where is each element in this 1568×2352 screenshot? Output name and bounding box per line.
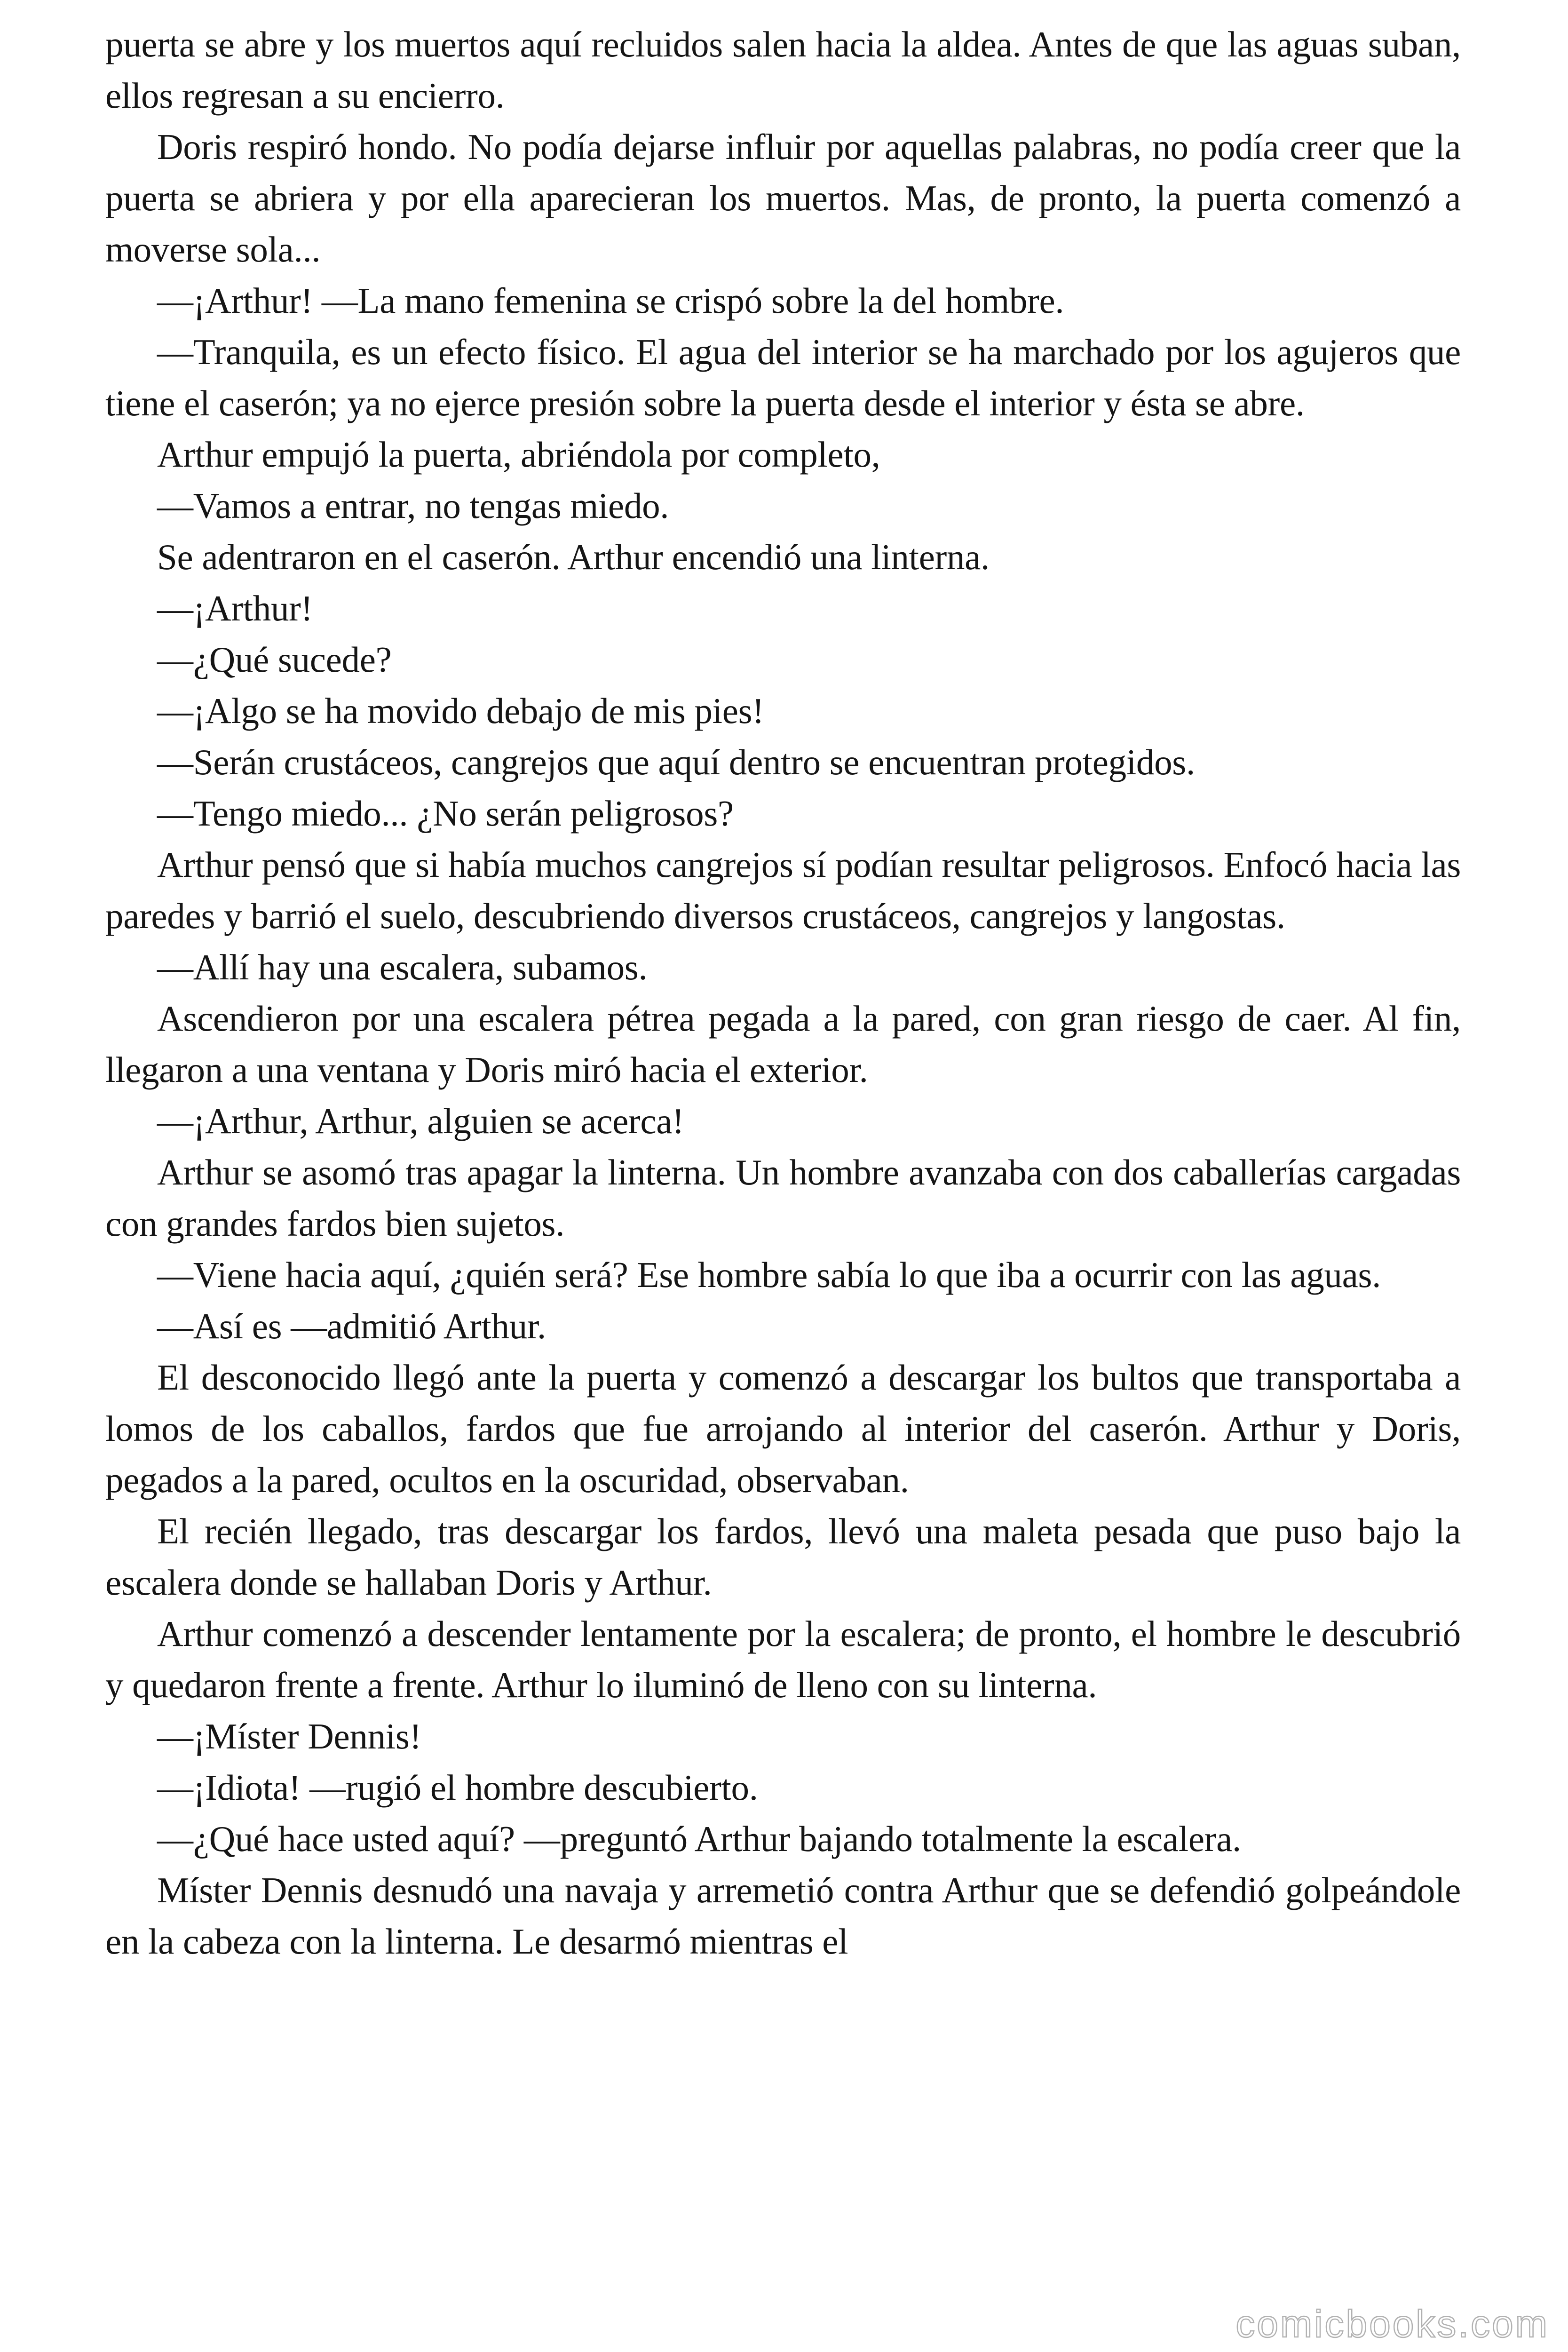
paragraph: —¿Qué sucede? xyxy=(157,639,392,680)
paragraph: —Viene hacia aquí, ¿quién será? Ese hombre sabía lo que iba a ocurrir con las aguas. xyxy=(157,1255,1381,1295)
paragraph: —Vamos a entrar, no tengas miedo. xyxy=(157,485,669,526)
paragraph: —Tengo miedo... ¿No serán peligrosos? xyxy=(157,793,734,834)
paragraph: —¡Idiota! —rugió el hombre descubierto. xyxy=(157,1767,758,1808)
watermark: comicbooks.com xyxy=(1235,2303,1549,2345)
paragraph: —¡Míster Dennis! xyxy=(157,1716,421,1756)
paragraph: —¡Arthur, Arthur, alguien se acerca! xyxy=(157,1101,684,1141)
paragraph: El desconocido llegó ante la puerta y comenzó a descargar los bultos que transportaba a lomos de los caballos, fardos que fue arrojando al interior del caserón. Arthur y Doris, pegados a la pared, ocultos en la oscuridad, observaban. xyxy=(105,1357,1461,1500)
paragraph: Se adentraron en el caserón. Arthur encendió una linterna. xyxy=(157,537,990,577)
paragraph: Ascendieron por una escalera pétrea pegada a la pared, con gran riesgo de caer. Al fin, llegaron a una ventana y Doris miró hacia el exterior. xyxy=(105,998,1461,1090)
paragraph: Doris respiró hondo. No podía dejarse influir por aquellas palabras, no podía creer que la puerta se abriera y por ella aparecieran los muertos. Mas, de pronto, la puerta comenzó a moverse sola... xyxy=(105,127,1461,270)
paragraph: Arthur pensó que si había muchos cangrejos sí podían resultar peligrosos. Enfocó hacia las paredes y barrió el suelo, descubriendo diversos crustáceos, cangrejos y langostas. xyxy=(105,844,1461,936)
paragraph: —Tranquila, es un efecto físico. El agua del interior se ha marchado por los agujeros que tiene el caserón; ya no ejerce presión sobre la puerta desde el interior y ésta se abre. xyxy=(105,332,1461,423)
paragraph: —Así es —admitió Arthur. xyxy=(157,1306,546,1346)
paragraph: Míster Dennis desnudó una navaja y arremetió contra Arthur que se defendió golpeándole en la cabeza con la linterna. Le desarmó mientras el xyxy=(105,1870,1461,1962)
paragraph: —¡Arthur! —La mano femenina se crispó sobre la del hombre. xyxy=(157,280,1064,321)
paragraph: —¡Algo se ha movido debajo de mis pies! xyxy=(157,691,764,731)
paragraph: El recién llegado, tras descargar los fardos, llevó una maleta pesada que puso bajo la escalera donde se hallaban Doris y Arthur. xyxy=(105,1511,1461,1603)
paragraph: Arthur comenzó a descender lentamente por la escalera; de pronto, el hombre le descubrió y quedaron frente a frente. Arthur lo iluminó de lleno con su linterna. xyxy=(105,1613,1461,1705)
paragraph: —¿Qué hace usted aquí? —preguntó Arthur bajando totalmente la escalera. xyxy=(157,1819,1241,1859)
paragraph: —Allí hay una escalera, subamos. xyxy=(157,947,648,987)
paragraph: Arthur se asomó tras apagar la linterna. Un hombre avanzaba con dos caballerías cargadas con grandes fardos bien sujetos. xyxy=(105,1152,1461,1244)
paragraph: —¡Arthur! xyxy=(157,588,313,628)
paragraph: —Serán crustáceos, cangrejos que aquí dentro se encuentran protegidos. xyxy=(157,742,1195,782)
paragraph: Arthur empujó la puerta, abriéndola por completo, xyxy=(157,434,880,475)
book-page-text xyxy=(105,19,1461,1967)
paragraph: puerta se abre y los muertos aquí recluidos salen hacia la aldea. Antes de que las aguas suban, ellos regresan a su encierro. xyxy=(105,24,1461,116)
